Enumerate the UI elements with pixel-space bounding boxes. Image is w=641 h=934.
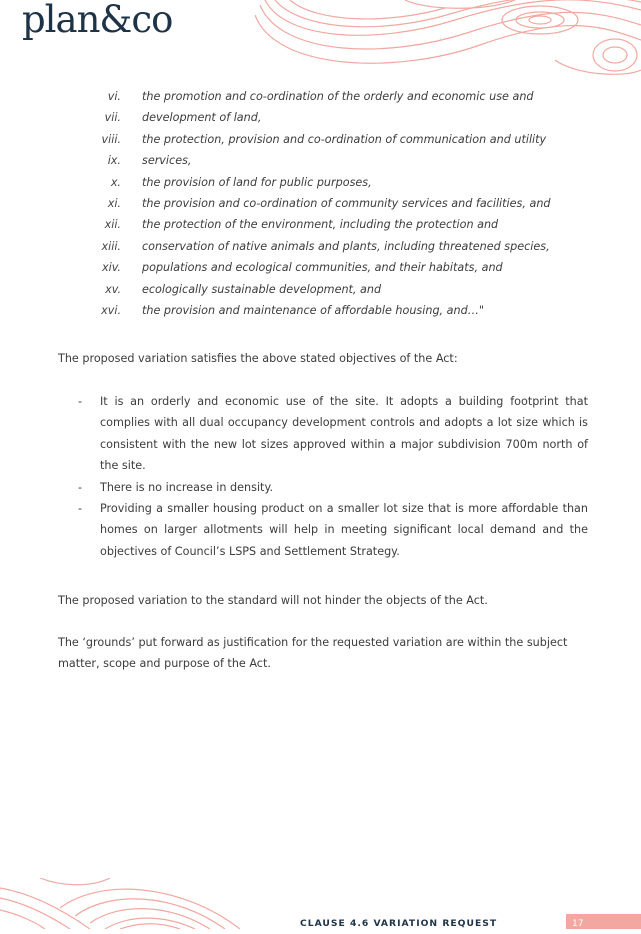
list-item-number: vii. <box>104 111 121 125</box>
list-item <box>0 86 641 107</box>
list-item <box>0 129 641 150</box>
list-item <box>0 172 641 193</box>
topographic-pattern-bottom <box>0 878 260 929</box>
list-item <box>0 236 641 257</box>
list-item-number: vi. <box>107 90 121 103</box>
grounds-paragraph: The ‘grounds’ put forward as justification for the requested variation are within the subject matter, scope and purpose of the Act. <box>58 636 568 671</box>
bullet-item <box>58 498 588 562</box>
bullet-item <box>58 477 588 498</box>
list-item <box>0 300 641 321</box>
list-item <box>0 107 641 128</box>
list-item-text: the promotion and co-ordination of the orderly and economic use and <box>142 90 534 103</box>
footer-document-title: CLAUSE 4.6 VARIATION REQUEST <box>300 918 498 929</box>
justification-bullet-list <box>58 391 588 562</box>
hinder-paragraph: The proposed variation to the standard will not hinder the objects of the Act. <box>58 594 488 607</box>
company-logo: plan&co <box>22 0 173 41</box>
list-item-text: conservation of native animals and plants, including threatened species, <box>142 239 550 253</box>
bullet-text: Providing a smaller housing product on a smaller lot size that is more affordable than homes on larger allotments will help in meeting significant local demand and the objectives of Council’s LSPS and Settlement Strategy. <box>100 502 588 558</box>
bullet-marker: - <box>78 480 83 494</box>
list-item-number: xii. <box>104 218 121 232</box>
list-item-text: the provision and co-ordination of community services and facilities, and <box>142 196 551 210</box>
list-item-text: development of land, <box>142 111 262 125</box>
list-item-text: populations and ecological communities, and their habitats, and <box>142 261 503 275</box>
list-item-text: ecologically sustainable development, and <box>142 282 382 296</box>
list-item-number: viii. <box>101 132 121 146</box>
list-item <box>0 257 641 278</box>
list-item <box>0 279 641 300</box>
list-item-number: x. <box>110 175 121 189</box>
list-item <box>0 214 641 235</box>
bullet-text: There is no increase in density. <box>100 480 274 494</box>
bullet-marker: - <box>78 502 83 516</box>
list-item-number: xiv. <box>102 261 121 275</box>
list-item-text: the provision and maintenance of affordable housing, and…" <box>142 303 485 317</box>
list-item-number: xi. <box>107 196 121 210</box>
list-item-text: the protection, provision and co-ordination of communication and utility <box>142 132 547 146</box>
list-item-number: xv. <box>105 282 121 296</box>
objects-of-act-list <box>0 86 641 321</box>
list-item-text: the protection of the environment, including the protection and <box>142 218 499 232</box>
list-item <box>0 150 641 171</box>
list-item-number: xvi. <box>101 303 121 317</box>
list-item-number: xiii. <box>101 239 121 253</box>
list-item-text: the provision of land for public purposes, <box>142 175 372 189</box>
list-item-text: services, <box>142 154 192 168</box>
bullet-text: It is an orderly and economic use of the site. It adopts a building footprint that complies with all dual occupancy development controls and adopts a lot size which is consistent with the new lot sizes approved within a major subdivision 700m north of the site. <box>100 395 588 473</box>
topographic-pattern-top <box>255 0 641 80</box>
bullet-item <box>58 391 588 477</box>
bullet-marker: - <box>78 395 83 408</box>
page-number-badge: 17 <box>566 914 641 929</box>
list-item-number: ix. <box>107 154 121 168</box>
intro-paragraph: The proposed variation satisfies the above stated objectives of the Act: <box>58 352 458 365</box>
list-item <box>0 193 641 214</box>
